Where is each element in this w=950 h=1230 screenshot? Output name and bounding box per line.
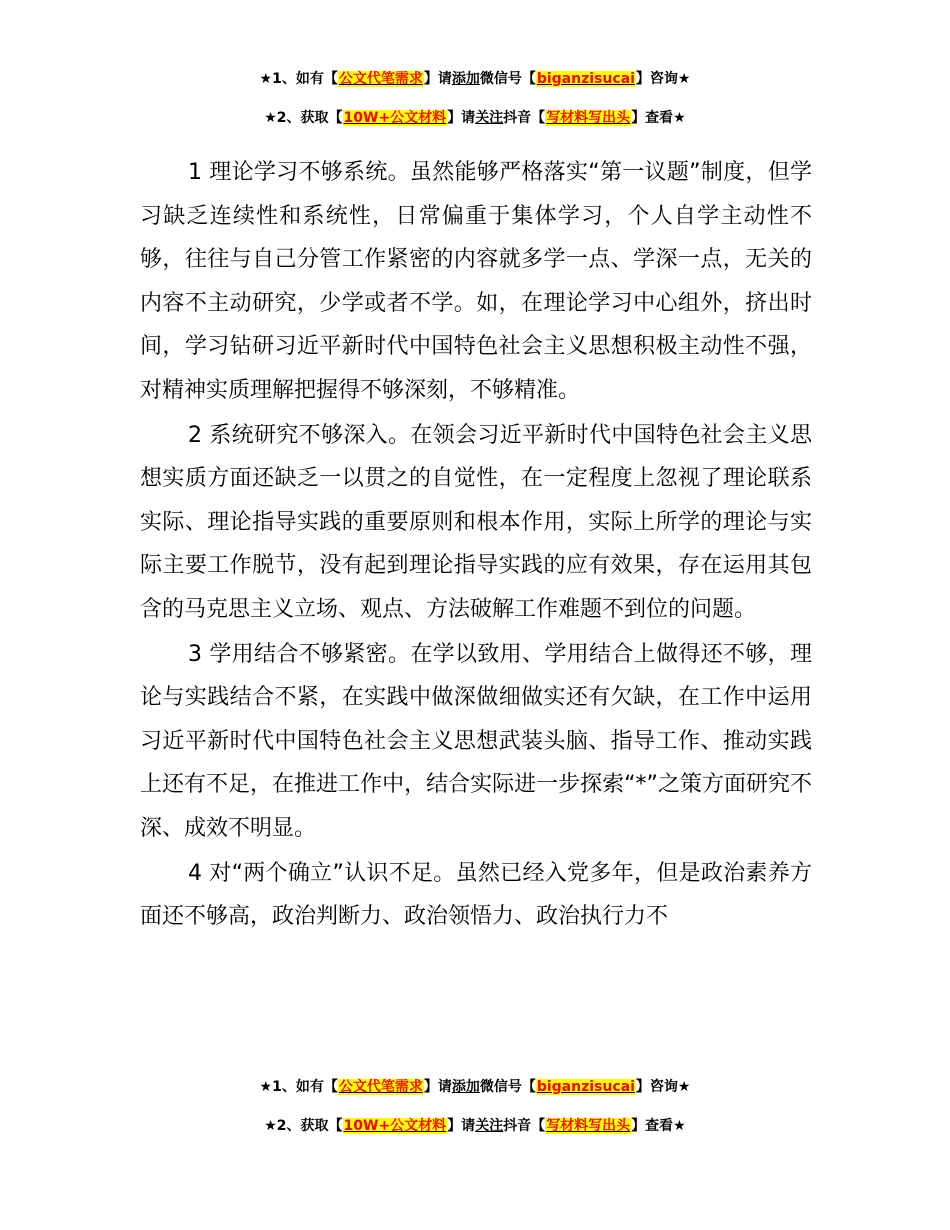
document-body — [140, 151, 812, 940]
banner-underlined: 关注 — [475, 1118, 504, 1134]
banner-suffix: 】查看★ — [631, 110, 686, 126]
banner-text: 微信号【 — [479, 71, 536, 87]
promo-banner-line-2 — [0, 1116, 950, 1136]
banner-underlined: 关注 — [475, 110, 504, 126]
banner-text: 】请 — [423, 1079, 452, 1095]
paragraph: 3 学用结合不够紧密。在学以致用、学用结合上做得还不够，理论与实践结合不紧，在实践中做深做细做实还有欠缺，在工作中运用习近平新时代中国特色社会主义思想武装头脑、指导工作、推动实践上还有不足，在推进工作中，结合实际进一步探索“*”之策方面研究不深、成效不明显。 — [140, 641, 812, 841]
banner-prefix: ★1、如有【 — [259, 71, 338, 87]
banner-prefix: ★2、获取【 — [264, 110, 343, 126]
banner-highlight: biganzisucai — [536, 1079, 635, 1095]
banner-text: 】请 — [423, 71, 452, 87]
banner-highlight: 10W+公文材料 — [343, 1118, 447, 1134]
banner-underlined: 添加 — [451, 1079, 480, 1095]
banner-highlight: 10W+公文材料 — [343, 110, 447, 126]
promo-banner-line-1 — [0, 1077, 950, 1097]
banner-text: 抖音【 — [503, 110, 546, 126]
banner-suffix: 】咨询★ — [635, 1079, 691, 1095]
promo-banner-line-2 — [0, 108, 950, 128]
banner-prefix: ★1、如有【 — [259, 1079, 338, 1095]
banner-suffix: 】咨询★ — [635, 71, 691, 87]
banner-underlined: 添加 — [451, 71, 480, 87]
banner-highlight: biganzisucai — [536, 71, 635, 87]
banner-highlight: 写材料写出头 — [546, 1118, 631, 1134]
banner-text: 抖音【 — [503, 1118, 546, 1134]
paragraph: 1 理论学习不够系统。虽然能够严格落实“第一议题”制度，但学习缺乏连续性和系统性，日常偏重于集体学习，个人自学主动性不够，往往与自己分管工作紧密的内容就多学一点、学深一点，无关的内容不主动研究，少学或者不学。如，在理论学习中心组外，挤出时间，学习钻研习近平新时代中国特色社会主义思想积极主动性不强，对精神实质理解把握得不够深刻，不够精准。 — [140, 160, 812, 403]
banner-suffix: 】查看★ — [631, 1118, 686, 1134]
banner-highlight: 公文代笔需求 — [338, 1079, 423, 1095]
banner-text: 】请 — [447, 110, 476, 126]
paragraph: 4 对“两个确立”认识不足。虽然已经入党多年，但是政治素养方面还不够高，政治判断力、政治领悟力、政治执行力不 — [140, 860, 812, 930]
banner-text: 】请 — [447, 1118, 476, 1134]
banner-prefix: ★2、获取【 — [264, 1118, 343, 1134]
banner-text: 微信号【 — [479, 1079, 536, 1095]
promo-banner-line-1 — [0, 69, 950, 89]
paragraph: 2 系统研究不够深入。在领会习近平新时代中国特色社会主义思想实质方面还缺乏一以贯之的自觉性，在一定程度上忽视了理论联系实际、理论指导实践的重要原则和根本作用，实际上所学的理论与实际主要工作脱节，没有起到理论指导实践的应有效果，存在运用其包含的马克思主义立场、观点、方法破解工作难题不到位的问题。 — [140, 422, 812, 622]
banner-highlight: 公文代笔需求 — [338, 71, 423, 87]
banner-highlight: 写材料写出头 — [546, 110, 631, 126]
